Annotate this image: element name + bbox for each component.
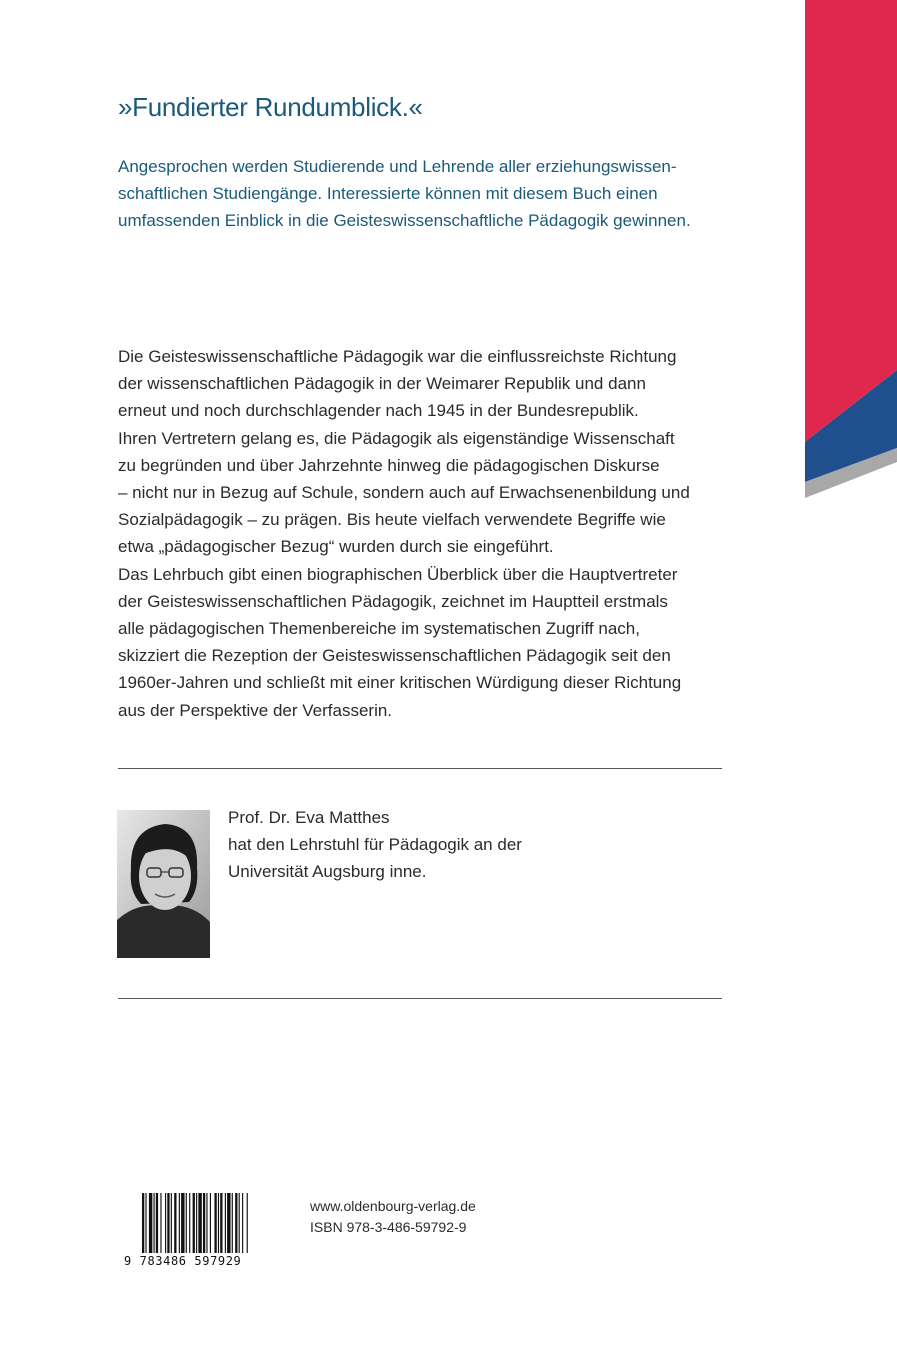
divider-top [118, 768, 722, 769]
body-line: Ihren Vertretern gelang es, die Pädagogik als eigenständige Wissenschaft [118, 428, 675, 448]
barcode-bar [214, 1193, 216, 1253]
body-line: erneut und noch durchschlagender nach 1945 in der Bundesrepublik. [118, 401, 639, 421]
body-line: skizziert die Rezeption der Geisteswissenschaftlichen Pädagogik seit den [118, 646, 671, 666]
body-line: Sozialpädagogik – zu prägen. Bis heute vielfach verwendete Begriffe wie [118, 510, 666, 530]
barcode-bar [239, 1193, 240, 1253]
barcode-bar [206, 1193, 207, 1253]
barcode-bar [145, 1193, 146, 1253]
body-line: alle pädagogischen Themenbereiche im systematischen Zugriff nach, [118, 619, 640, 639]
description-text [118, 343, 738, 724]
cover-color-band [805, 0, 897, 500]
barcode-bar [225, 1193, 226, 1253]
body-line: der Geisteswissenschaftlichen Pädagogik, zeichnet im Hauptteil erstmals [118, 591, 668, 611]
body-line: Das Lehrbuch gibt einen biographischen Überblick über die Hauptvertreter [118, 564, 678, 584]
body-line: etwa „pädagogischer Bezug“ wurden durch sie eingeführt. [118, 537, 554, 557]
author-bio-line: hat den Lehrstuhl für Pädagogik an der [228, 835, 522, 854]
barcode-bar [220, 1193, 222, 1253]
body-line: 1960er-Jahren und schließt mit einer kritischen Würdigung dieser Richtung [118, 673, 682, 693]
publisher-info [310, 1196, 476, 1238]
barcode-bar [189, 1193, 190, 1253]
barcode-bar [142, 1193, 144, 1253]
barcode-bar [235, 1193, 237, 1253]
author-photo [117, 810, 210, 958]
author-bio-line: Universität Augsburg inne. [228, 862, 427, 881]
teaser-line: schaftlichen Studiengänge. Interessierte können mit diesem Buch einen [118, 184, 658, 203]
barcode-bar [196, 1193, 197, 1253]
divider-bottom [118, 998, 722, 999]
body-line: der wissenschaftlichen Pädagogik in der Weimarer Republik und dann [118, 374, 646, 394]
barcode-bar [247, 1193, 248, 1253]
teaser-line: Angesprochen werden Studierende und Lehrende aller erziehungswissen- [118, 157, 677, 176]
barcode-bar [167, 1193, 169, 1253]
isbn-number: ISBN 978-3-486-59792-9 [310, 1219, 467, 1235]
barcode-bar [160, 1193, 161, 1253]
barcode-bar [198, 1193, 201, 1253]
barcode-bar [193, 1193, 195, 1253]
barcode-bar [186, 1193, 187, 1253]
body-line: Die Geisteswissenschaftliche Pädagogik war die einflussreichste Richtung [118, 347, 677, 366]
headline: »Fundierter Rundumblick.« [118, 92, 423, 122]
barcode-bar [174, 1193, 176, 1253]
barcode-bar [181, 1193, 184, 1253]
barcode-bar [179, 1193, 180, 1253]
barcode-digits: 9 783486 597929 [124, 1254, 242, 1268]
barcode-bar [232, 1193, 233, 1253]
barcode-bar [210, 1193, 211, 1253]
barcode-bar [203, 1193, 205, 1253]
barcode-bar [227, 1193, 230, 1253]
teaser-line: umfassenden Einblick in die Geisteswissenschaftliche Pädagogik gewinnen. [118, 211, 691, 230]
teaser-text [118, 153, 738, 234]
body-line: zu begründen und über Jahrzehnte hinweg die pädagogischen Diskurse [118, 455, 660, 475]
publisher-website[interactable]: www.oldenbourg-verlag.de [310, 1198, 476, 1214]
barcode-bar [156, 1193, 158, 1253]
barcode-bar [218, 1193, 219, 1253]
body-line: aus der Perspektive der Verfasserin. [118, 700, 393, 720]
red-band [805, 0, 897, 442]
barcode-bar [149, 1193, 152, 1253]
body-line: – nicht nur in Bezug auf Schule, sondern auch auf Erwachsenenbildung und [118, 483, 690, 503]
barcode-bar [171, 1193, 172, 1253]
barcode-bar [165, 1193, 166, 1253]
barcode-bar [242, 1193, 243, 1253]
author-bio [228, 804, 708, 885]
barcode-bar [154, 1193, 155, 1253]
author-name: Prof. Dr. Eva Matthes [228, 808, 390, 827]
